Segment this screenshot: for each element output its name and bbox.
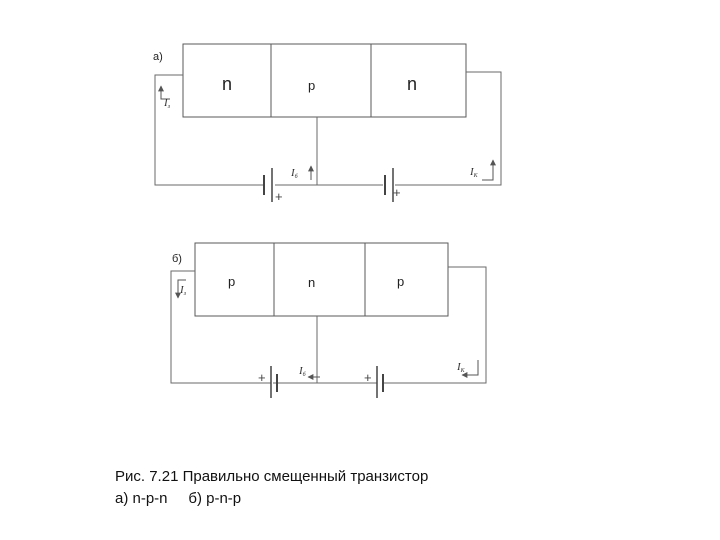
svg-text:IК <box>456 361 466 374</box>
diagram-b-region-collector: p <box>397 274 405 289</box>
diagram-b-collector-current-sub: К <box>460 368 465 374</box>
diagram-b-emitter-current-sub: з <box>183 291 187 297</box>
diagram-a-emitter-wire <box>155 75 263 185</box>
diagram-a-emitter-current <box>161 86 171 110</box>
diagram-b-battery-left-plus: + <box>258 370 266 385</box>
diagram-a-region-base: p <box>308 78 316 93</box>
diagram-a-collector-current-sub: К <box>473 173 478 179</box>
diagram-a-battery-right-plus: + <box>393 185 401 200</box>
diagram-a-battery-right <box>385 168 401 202</box>
diagram-a-label: а) <box>153 51 163 63</box>
diagram-b-region-base: n <box>308 275 316 290</box>
diagram-a-collector-current <box>469 160 493 180</box>
diagram-b-label: б) <box>172 253 182 265</box>
diagram-b-emitter-current <box>178 280 187 298</box>
diagram-a <box>153 44 501 204</box>
caption-subtitle: а) n-p-n б) p-n-p <box>115 490 242 507</box>
diagram-a-base-current-sub: б <box>294 174 298 180</box>
diagram-a-battery-left <box>264 168 283 204</box>
diagram-b-battery-right-plus: + <box>364 370 372 385</box>
diagram-a-battery-left-plus: + <box>275 189 283 204</box>
diagram-b-collector-current <box>456 360 478 375</box>
svg-text:Iб <box>298 365 307 378</box>
diagram-a-emitter-current-symbol: I <box>164 97 168 109</box>
figure-caption <box>115 466 428 510</box>
caption-title: Рис. 7.21 Правильно смещенный транзистор <box>115 468 429 485</box>
diagram-b-emitter-current-symbol: I <box>180 284 184 296</box>
diagram-a-base-current <box>290 166 311 180</box>
diagram-a-region-emitter: n <box>222 74 233 94</box>
diagram-b-battery-left <box>258 366 277 398</box>
diagram-b-base-current-sub: б <box>302 372 306 378</box>
diagram-b-collector-current-symbol: I <box>457 361 461 373</box>
diagram-b-base-current-symbol: I <box>299 365 303 377</box>
svg-text:Iз <box>179 284 187 297</box>
diagram-a-base-current-symbol: I <box>291 167 295 179</box>
svg-text:Iб <box>290 167 299 180</box>
diagram-b-region-emitter: p <box>228 274 236 289</box>
diagram-a-emitter-current-sub: з <box>167 104 171 110</box>
diagram-b-battery-right <box>364 366 383 398</box>
diagram-a-region-collector: n <box>407 74 418 94</box>
diagram-b <box>171 243 486 398</box>
diagram-a-collector-current-symbol: I <box>470 166 474 178</box>
svg-text:IК <box>469 166 479 179</box>
diagram-b-emitter-wire <box>171 271 271 383</box>
